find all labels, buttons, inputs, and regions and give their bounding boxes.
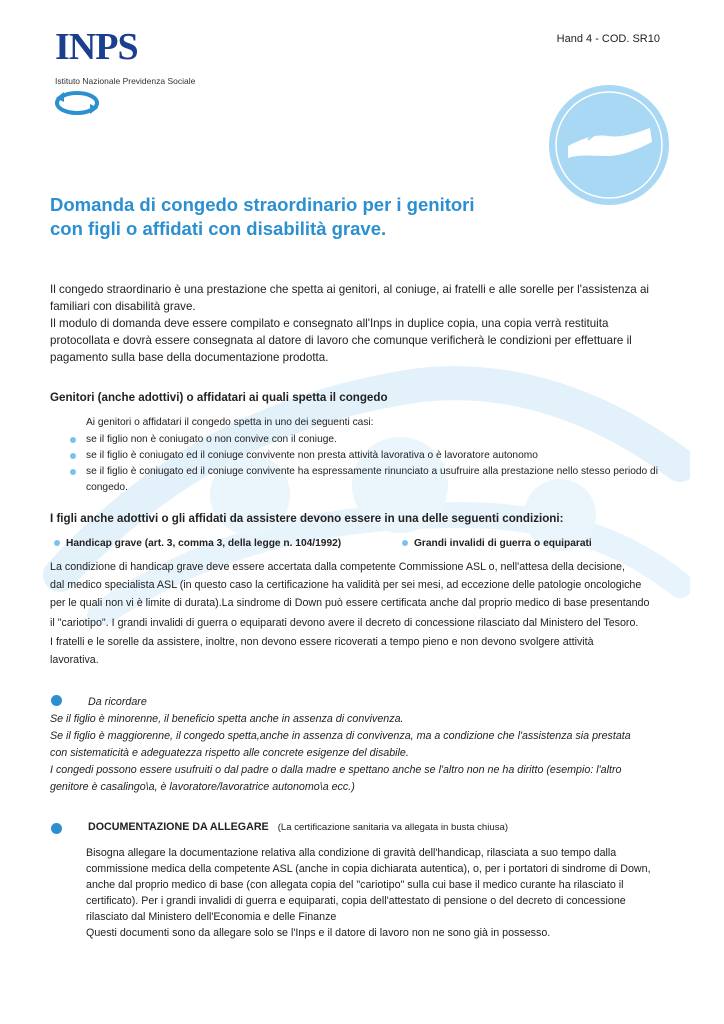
handshake-seal-icon: [548, 84, 670, 206]
list-item: se il figlio è coniugato ed il coniuge convivente ha espressamente rinunciato a usufruire alla prestazione nello stesso periodo di congedo.: [70, 464, 660, 496]
genitori-lead: Ai genitori o affidatari il congedo spetta in uno dei seguenti casi:: [86, 417, 374, 428]
condition-handicap: Handicap grave (art. 3, comma 3, della legge n. 104/1992): [54, 538, 341, 549]
inps-logo: INPS: [55, 26, 138, 68]
ricordare-label: Da ricordare: [88, 696, 147, 708]
section-heading-figli: I figli anche adottivi o gli affidati da assistere devono essere in una delle seguenti condizioni:: [50, 512, 564, 525]
documentazione-heading: DOCUMENTAZIONE DA ALLEGARE: [88, 821, 269, 833]
figli-paragraph-2: I fratelli e le sorelle da assistere, inoltre, non devono essere ricoverati a tempo pieno e non devono svolgere attività lavorativa.: [50, 636, 594, 666]
ricordare-bullet-icon: [51, 695, 62, 706]
documentazione-note: (La certificazione sanitaria va allegata in busta chiusa): [277, 822, 509, 833]
inps-arrows-icon: [52, 88, 102, 118]
inps-logo-subtitle: Istituto Nazionale Previdenza Sociale: [55, 76, 196, 86]
bullet-icon: [54, 540, 60, 546]
section-heading-genitori: Genitori (anche adottivi) o affidatari ai quali spetta il congedo: [50, 391, 388, 404]
document-code: Hand 4 - COD. SR10: [556, 33, 660, 45]
figli-paragraph-1: La condizione di handicap grave deve essere accertata dalla competente Commissione ASL o, nell'attesa della decisione, dal medico specialista ASL (in questo caso la certificazione ha validità per sei mesi, ad eccezione delle patologie oncologiche per le quali non vi è limite di durata).La sindrome di Down può essere certificata anche dal proprio medico di base presentando il "cariotipo". I grandi invalidi di guerra o equiparati devono avere il decreto di concessione rilasciato dal Ministero del Tesoro.: [50, 561, 650, 629]
list-item: se il figlio non è coniugato o non convive con il coniuge.: [70, 432, 660, 448]
intro-text: Il congedo straordinario è una prestazione che spetta ai genitori, al coniuge, ai fratelli e alle sorelle per l'assistenza ai familiari con disabilità grave. Il modulo di domanda deve essere compilato e consegnato all'Inps in duplice copia, una copia verrà restituita protocollata e dovrà essere consegnata al datore di lavoro che comunque verificherà le condizioni per effettuare il pagamento sulla base della documentazione prodotta.: [50, 283, 649, 364]
condition-invalidi: Grandi invalidi di guerra o equiparati: [402, 538, 592, 549]
documentazione-heading-row: [88, 821, 508, 833]
bullet-icon: [402, 540, 408, 546]
list-item: se il figlio è coniugato ed il coniuge convivente non presta attività lavorativa o è lavoratore autonomo: [70, 448, 660, 464]
documentazione-bullet-icon: [51, 823, 62, 834]
documentazione-text: Bisogna allegare la documentazione relativa alla condizione di gravità dell'handicap, rilasciata a suo tempo dalla commissione medica della competente ASL (anche in copia dichiarata autentica), o, per i portatori di sindrome di Down, anche dal proprio medico di base (con allegata copia del "cariotipo" sulla cui base il medico curante ha rilasciato il certificato). Per i grandi invalidi di guerra e equiparati, copia dell'attestato di pensione o del decreto di concessione rilasciato dal Ministero dell'Economia e delle Finanze Questi documenti sono da allegare solo se l'Inps e il datore di lavoro non ne sono già in possesso.: [86, 847, 651, 939]
ricordare-text: Se il figlio è minorenne, il beneficio spetta anche in assenza di convivenza. Se il figlio è maggiorenne, il congedo spetta,anche in assenza di convivenza, ma a condizione che l'assistenza sia prestata con sistematicità e adeguatezza rispetto alle concrete esigenze del disabile. I congedi possono essere usufruiti o dal padre o dalla madre e spettano anche se l'altro non ne ha diritto (esempio: l'altro genitore è casalingo\a, è lavoratore/lavoratrice autonomo\a ecc.): [50, 713, 631, 793]
page-title: Domanda di congedo straordinario per i genitori con figli o affidati con disabilità grave.: [50, 194, 475, 239]
genitori-conditions-list: [70, 432, 660, 496]
